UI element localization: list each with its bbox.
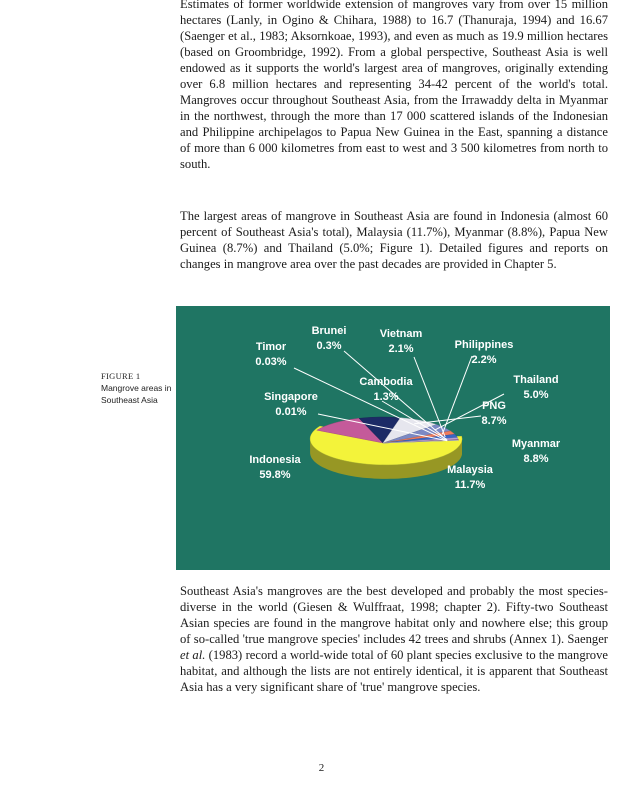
pie-label-thailand: Thailand [513, 374, 559, 386]
pie-value-png: 8.7% [481, 415, 507, 427]
figure-number: FIGURE 1 [101, 371, 141, 381]
species-paragraph-text-b: (1983) record a world-wide total of 60 plant species exclusive to the mangrove habitat, and although the lists are not entirely identical, it is apparent that Southeast Asia has a very significant share of 'true' mangrove species. [180, 648, 608, 694]
mangrove-pie-chart-figure [176, 306, 610, 570]
pie-value-timor: 0.03% [255, 356, 287, 368]
pie-value-malaysia: 11.7% [454, 479, 486, 491]
species-paragraph-text-a: Southeast Asia's mangroves are the best developed and probably the most species-diverse in the world (Giesen & Wulffraat, 1998; chapter 2). Fifty-two Southeast Asian species are found in the mangrove habitat only and nowhere else; this group of so-called 'true mangrove species' includes 42 trees and shrubs (Annex 1). Saenger [180, 584, 608, 646]
species-paragraph-etal: et al. [180, 648, 206, 662]
pie-label-timor: Timor [255, 341, 287, 353]
pie-label-malaysia: Malaysia [447, 464, 493, 476]
pie-label-brunei: Brunei [311, 325, 347, 337]
pie-value-vietnam: 2.1% [388, 343, 414, 355]
pie-value-myanmar: 8.8% [523, 453, 549, 465]
pie-label-vietnam: Vietnam [379, 328, 423, 340]
largest-areas-paragraph: The largest areas of mangrove in Southeast Asia are found in Indonesia (almost 60 percent of Southeast Asia's total), Malaysia (11.7%), Myanmar (8.8%), Papua New Guinea (8.7%) and Thailand (5.0%; Figure 1). Detailed figures and reports on changes in mangrove area over the past decades are provided in Chapter 5. [180, 209, 608, 271]
pie-label-indonesia: Indonesia [249, 454, 301, 466]
page-number: 2 [318, 762, 325, 774]
pie-chart [176, 306, 610, 570]
pie-label-singapore: Singapore [264, 391, 318, 403]
pie-value-thailand: 5.0% [523, 389, 549, 401]
pie-value-singapore: 0.01% [275, 406, 307, 418]
pie-label-png: PNG [482, 400, 506, 412]
pie-label-cambodia: Cambodia [359, 376, 413, 388]
pie-label-philippines: Philippines [454, 339, 514, 351]
pie-value-philippines: 2.2% [471, 354, 497, 366]
species-paragraph [180, 583, 608, 695]
leader-line-philippines [442, 356, 472, 434]
pie-value-cambodia: 1.3% [373, 391, 399, 403]
intro-paragraph: Estimates of former worldwide extension of mangroves vary from over 15 million hectares (Lanly, in Ogino & Chihara, 1988) to 16.7 (Thanuraja, 1994) and 16.67 (Saenger et al., 1983; Aksornkoae, 1993), and even as much as 19.9 million hectares (based on Groombridge, 1992). From a global perspective, Southeast Asia is well endowed as it supports the world's largest area of mangroves, originally extending over 6.8 million hectares and representing 34-42 percent of the world's total. Mangroves occur throughout Southeast Asia, from the Irrawaddy delta in Myanmar in the northwest, through the more than 17 000 scattered islands of the Indonesian and Philippine archipelagos to Papua New Guinea in the East, spanning a distance of more than 6 000 kilometres from east to west and 3 500 kilometres from north to south. [180, 0, 608, 171]
pie-label-myanmar: Myanmar [511, 438, 561, 450]
pie-value-indonesia: 59.8% [259, 469, 291, 481]
figure-caption [101, 370, 176, 406]
pie-value-brunei: 0.3% [316, 340, 342, 352]
figure-caption-text: Mangrove areas in Southeast Asia [101, 383, 172, 405]
